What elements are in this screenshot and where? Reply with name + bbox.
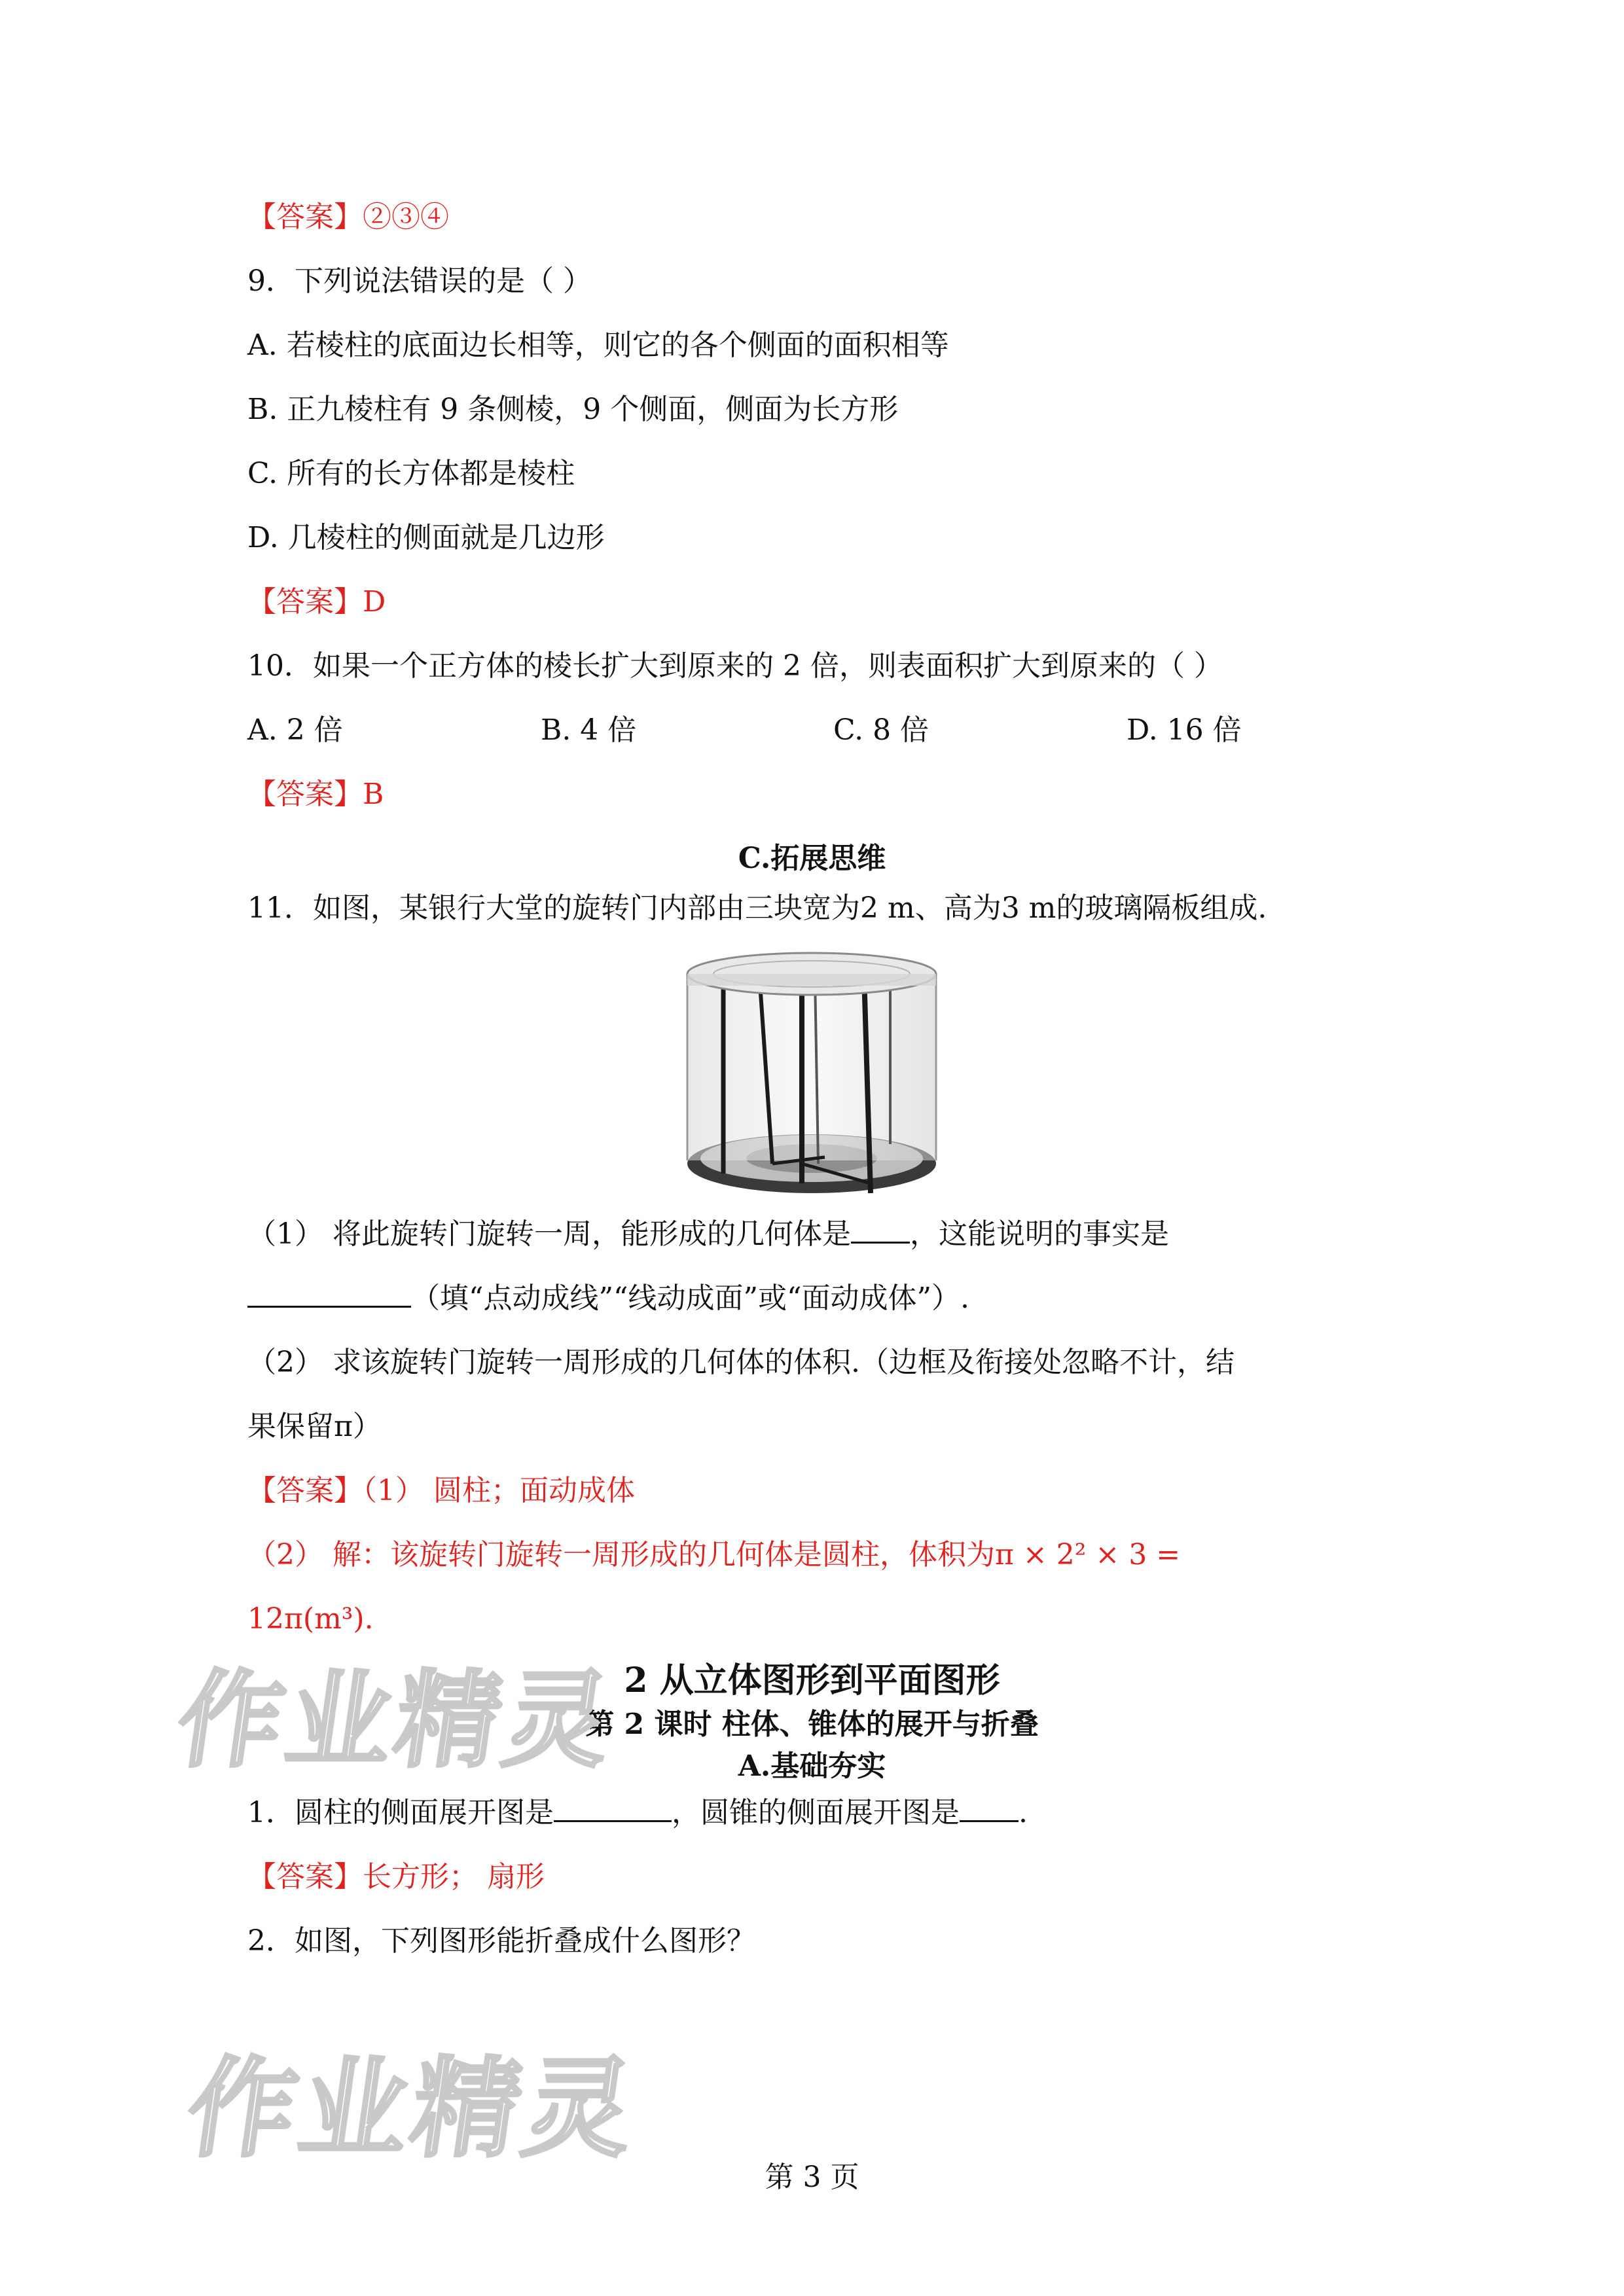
section-a-heading: A.基础夯实	[738, 1749, 886, 1783]
section-c-heading: C.拓展思维	[738, 842, 886, 875]
question-10-option-b: B. 4 倍	[541, 713, 637, 747]
s2-q1-text-b: ，圆锥的侧面展开图是	[672, 1796, 960, 1829]
question-10-option-d: D. 16 倍	[1127, 713, 1242, 747]
s2-q1-text-c: .	[1019, 1796, 1028, 1829]
watermark-bottom: 作业精灵	[179, 2046, 645, 2172]
answer-blank-cone	[960, 1794, 1019, 1822]
question-9-option-a: A. 若棱柱的底面边长相等，则它的各个侧面的面积相等	[247, 329, 949, 362]
chapter-title: 2 从立体图形到平面图形	[624, 1660, 1000, 1700]
question-11-part-1	[247, 1215, 1169, 1254]
answer-q8: 【答案】②③④	[247, 200, 449, 234]
answer-q11-part-2: （2） 解：该旋转门旋转一周形成的几何体是圆柱，体积为π × 2² × 3 =	[247, 1538, 1181, 1571]
question-9-stem: 9．下列说法错误的是（ ）	[247, 264, 592, 298]
question-9-option-d: D. 几棱柱的侧面就是几边形	[247, 521, 605, 554]
answer-q9: 【答案】D	[247, 585, 386, 619]
revolving-door-figure	[674, 948, 949, 1203]
answer-blank-cylinder	[554, 1794, 672, 1822]
answer-s2-q1: 【答案】长方形； 扇形	[247, 1860, 545, 1893]
answer-q10: 【答案】B	[247, 778, 384, 811]
question-10-option-a: A. 2 倍	[247, 713, 343, 747]
q11-part1-text-c: （填“点动成线”“线动成面”或“面动成体”）.	[411, 1282, 969, 1315]
answer-blank-fact	[247, 1280, 411, 1308]
question-11-part-2-cont: 果保留π）	[247, 1410, 382, 1443]
question-11-stem: 11．如图，某银行大堂的旋转门内部由三块宽为2 m、高为3 m的玻璃隔板组成.	[247, 891, 1267, 925]
answer-q11-part-2-cont: 12π(m³).	[247, 1602, 374, 1636]
answer-blank-shape	[851, 1215, 910, 1244]
q11-part1-text-b: ，这能说明的事实是	[909, 1217, 1169, 1251]
question-11-part-1-cont	[247, 1279, 969, 1318]
lesson-title: 第 2 课时 柱体、锥体的展开与折叠	[585, 1708, 1039, 1741]
s2-question-1	[247, 1793, 1028, 1833]
page-footer: 第 3 页	[765, 2161, 859, 2194]
question-10-stem: 10．如果一个正方体的棱长扩大到原来的 2 倍，则表面积扩大到原来的（ ）	[247, 649, 1223, 683]
question-9-option-c: C. 所有的长方体都是棱柱	[247, 457, 575, 490]
s2-question-2: 2．如图，下列图形能折叠成什么图形？	[247, 1924, 755, 1958]
question-11-part-2: （2） 求该旋转门旋转一周形成的几何体的体积.（边框及衔接处忽略不计，结	[247, 1346, 1235, 1379]
question-10-option-c: C. 8 倍	[833, 713, 929, 747]
s2-q1-text-a: 1．圆柱的侧面展开图是	[247, 1796, 554, 1829]
question-9-option-b: B. 正九棱柱有 9 条侧棱，9 个侧面，侧面为长方形	[247, 393, 899, 426]
answer-q11-part-1: 【答案】（1） 圆柱；面动成体	[247, 1474, 635, 1507]
q11-part1-text-a: （1） 将此旋转门旋转一周，能形成的几何体是	[247, 1217, 851, 1251]
watermark-top: 作业精灵	[170, 1659, 623, 1782]
